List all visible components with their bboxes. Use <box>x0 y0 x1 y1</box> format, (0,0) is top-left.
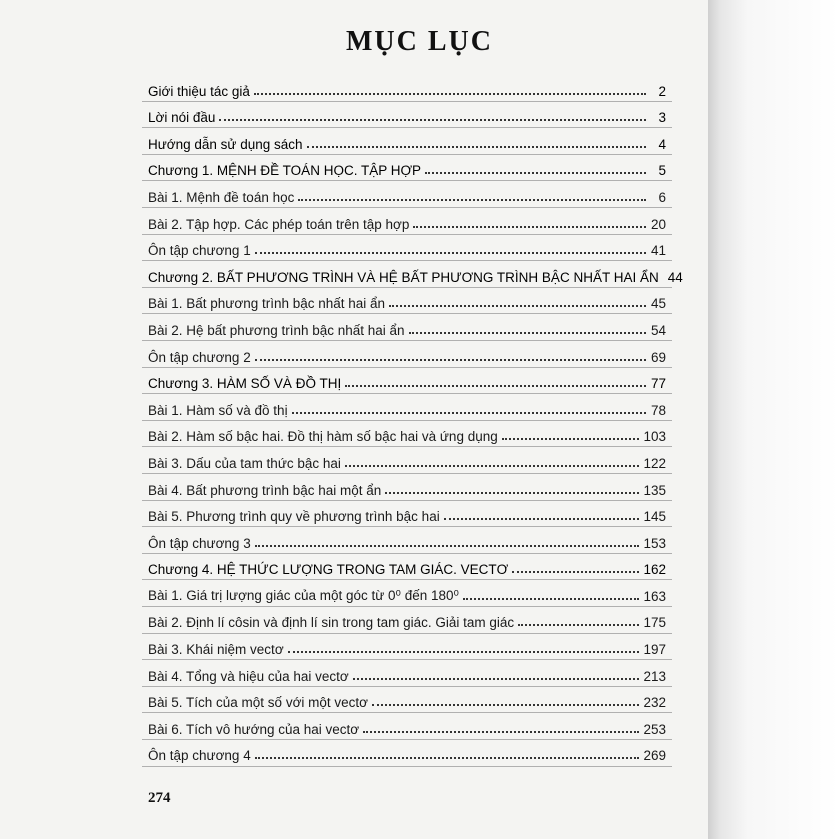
toc-entry-title: Bài 5. Phương trình quy về phương trình bậc hai <box>148 509 440 525</box>
toc-entry-title: Bài 5. Tích của một số với một vectơ <box>148 695 369 711</box>
row-divider <box>142 420 672 421</box>
row-divider <box>142 180 672 181</box>
toc-entry-page: 232 <box>643 695 666 711</box>
toc-entry-title: Ôn tập chương 2 <box>148 349 251 365</box>
dot-leader <box>288 651 640 653</box>
dot-leader <box>255 252 646 254</box>
row-divider <box>142 101 672 102</box>
row-divider <box>142 739 672 740</box>
toc-entry-title: Bài 4. Bất phương trình bậc hai một ẩn <box>148 482 382 498</box>
toc-entry-title: Bài 3. Dấu của tam thức bậc hai <box>148 455 341 471</box>
toc-entry-page: 41 <box>650 243 666 259</box>
toc-entry-page: 135 <box>643 482 666 498</box>
toc-entry-page: 253 <box>643 721 666 737</box>
dot-leader <box>409 332 646 334</box>
toc-entry-title: Ôn tập chương 1 <box>148 243 251 259</box>
toc-entry <box>148 657 666 684</box>
row-divider <box>142 553 672 554</box>
toc-entry-page: 69 <box>650 349 666 365</box>
row-divider <box>142 633 672 634</box>
dot-leader <box>345 465 640 467</box>
toc-entry-title: Lời nói đầu <box>148 110 216 126</box>
row-divider <box>142 766 672 767</box>
toc-entry-page: 162 <box>643 562 666 578</box>
dot-leader <box>353 678 640 680</box>
toc-entry-title: Bài 2. Tập hợp. Các phép toán trên tập hợp <box>148 216 410 232</box>
row-divider <box>142 260 672 261</box>
toc-entry-page: 153 <box>643 535 666 551</box>
toc-entry-title: Bài 1. Giá trị lượng giác của một góc từ 0⁰ đến 180⁰ <box>148 587 459 603</box>
dot-leader <box>389 305 646 307</box>
row-divider <box>142 686 672 687</box>
toc-entry <box>148 418 666 445</box>
toc-entry <box>148 258 683 285</box>
toc-entry <box>148 152 666 179</box>
toc-entry-page: 78 <box>650 402 666 418</box>
toc-entry <box>148 471 666 498</box>
toc-entry <box>148 232 666 259</box>
toc-entry-title: Bài 3. Khái niệm vectơ <box>148 642 284 658</box>
toc-entry-title: Bài 6. Tích vô hướng của hai vectơ <box>148 721 360 737</box>
dot-leader <box>298 199 646 201</box>
dot-leader <box>255 359 646 361</box>
toc-entry <box>148 737 666 764</box>
toc-entry <box>148 498 666 525</box>
toc-entry <box>148 178 666 205</box>
toc-entry <box>148 99 666 126</box>
row-divider <box>142 606 672 607</box>
toc-entry <box>148 524 666 551</box>
toc-entry <box>148 285 666 312</box>
toc-entry-title: Bài 1. Bất phương trình bậc nhất hai ẩn <box>148 296 386 312</box>
toc-entry-page: 6 <box>658 189 666 205</box>
toc-entry <box>148 72 666 99</box>
toc-entry-page: 213 <box>643 668 666 684</box>
toc-entry-title: Chương 1. MỆNH ĐỀ TOÁN HỌC. TẬP HỢP <box>148 163 422 179</box>
dot-leader <box>385 492 639 494</box>
toc-entry-title: Bài 2. Định lí côsin và định lí sin trong tam giác. Giải tam giác <box>148 615 515 631</box>
toc-entry-title: Bài 2. Hệ bất phương trình bậc nhất hai ẩn <box>148 322 405 338</box>
toc-entry-page: 4 <box>658 136 666 152</box>
toc-entry-page: 2 <box>658 83 666 99</box>
row-divider <box>142 340 672 341</box>
row-divider <box>142 287 672 288</box>
row-divider <box>142 579 672 580</box>
toc-entry <box>148 551 666 578</box>
toc-entry-page: 3 <box>658 110 666 126</box>
toc-entry-title: Giới thiệu tác giả <box>148 83 250 99</box>
dot-leader <box>512 571 639 573</box>
dot-leader <box>254 93 646 95</box>
dot-leader <box>413 226 646 228</box>
page-title: MỤC LỤC <box>346 26 493 57</box>
dot-leader <box>463 598 640 600</box>
row-divider <box>142 712 672 713</box>
toc-entry-page: 145 <box>643 509 666 525</box>
toc-entry <box>148 125 666 152</box>
toc-entry <box>148 630 666 657</box>
toc-entry <box>148 338 666 365</box>
row-divider <box>142 367 672 368</box>
dot-leader <box>255 545 640 547</box>
page-edge-shadow <box>708 0 839 839</box>
toc-entry-title: Hướng dẫn sử dụng sách <box>148 136 303 152</box>
toc-entry-title: Ôn tập chương 4 <box>148 748 251 764</box>
toc-entry <box>148 604 666 631</box>
toc-entry <box>148 577 666 604</box>
row-divider <box>142 393 672 394</box>
row-divider <box>142 526 672 527</box>
toc-entry-title: Chương 4. HỆ THỨC LƯỢNG TRONG TAM GIÁC. VECTƠ <box>148 562 509 578</box>
toc-entry-page: 20 <box>650 216 666 232</box>
toc-entry-page: 269 <box>643 748 666 764</box>
toc-entry-title: Ôn tập chương 3 <box>148 535 251 551</box>
dot-leader <box>372 704 639 706</box>
dot-leader <box>219 119 646 121</box>
row-divider <box>142 659 672 660</box>
dot-leader <box>444 518 640 520</box>
toc-entry-title: Chương 3. HÀM SỐ VÀ ĐỒ THỊ <box>148 376 342 392</box>
dot-leader <box>307 146 646 148</box>
toc-entry-title: Bài 1. Hàm số và đồ thị <box>148 402 288 418</box>
row-divider <box>142 234 672 235</box>
toc-entry-page: 175 <box>643 615 666 631</box>
dot-leader <box>425 172 646 174</box>
toc-entry-page: 122 <box>643 455 666 471</box>
toc-entry <box>148 684 666 711</box>
row-divider <box>142 500 672 501</box>
toc-entry <box>148 391 666 418</box>
toc-entry-page: 197 <box>643 642 666 658</box>
row-divider <box>142 127 672 128</box>
toc-entry <box>148 365 666 392</box>
toc-entry-title: Chương 2. BẤT PHƯƠNG TRÌNH VÀ HỆ BẤT PHƯƠNG TRÌNH BẬC NHẤT HAI ẨN <box>148 269 659 285</box>
row-divider <box>142 446 672 447</box>
toc-entry-page: 44 <box>667 269 683 285</box>
toc-entry-title: Bài 2. Hàm số bậc hai. Đồ thị hàm số bậc hai và ứng dụng <box>148 429 498 445</box>
page-number: 274 <box>148 790 171 806</box>
row-divider <box>142 473 672 474</box>
dot-leader <box>255 757 640 759</box>
toc-entry <box>148 444 666 471</box>
dot-leader <box>502 438 640 440</box>
row-divider <box>142 154 672 155</box>
toc-entry <box>148 311 666 338</box>
toc-entry-page: 54 <box>650 322 666 338</box>
dot-leader <box>345 385 646 387</box>
row-divider <box>142 313 672 314</box>
toc-entry <box>148 205 666 232</box>
dot-leader <box>518 624 639 626</box>
toc-entry-title: Bài 4. Tổng và hiệu của hai vectơ <box>148 668 349 684</box>
toc-entry-page: 103 <box>643 429 666 445</box>
toc-entry-title: Bài 1. Mệnh đề toán học <box>148 189 295 205</box>
row-divider <box>142 207 672 208</box>
toc-entry-page: 5 <box>658 163 666 179</box>
dot-leader <box>363 731 639 733</box>
toc-entry <box>148 710 666 737</box>
toc-entry-page: 45 <box>650 296 666 312</box>
toc-entry-page: 163 <box>643 588 666 604</box>
dot-leader <box>292 412 646 414</box>
toc-entry-page: 77 <box>650 376 666 392</box>
